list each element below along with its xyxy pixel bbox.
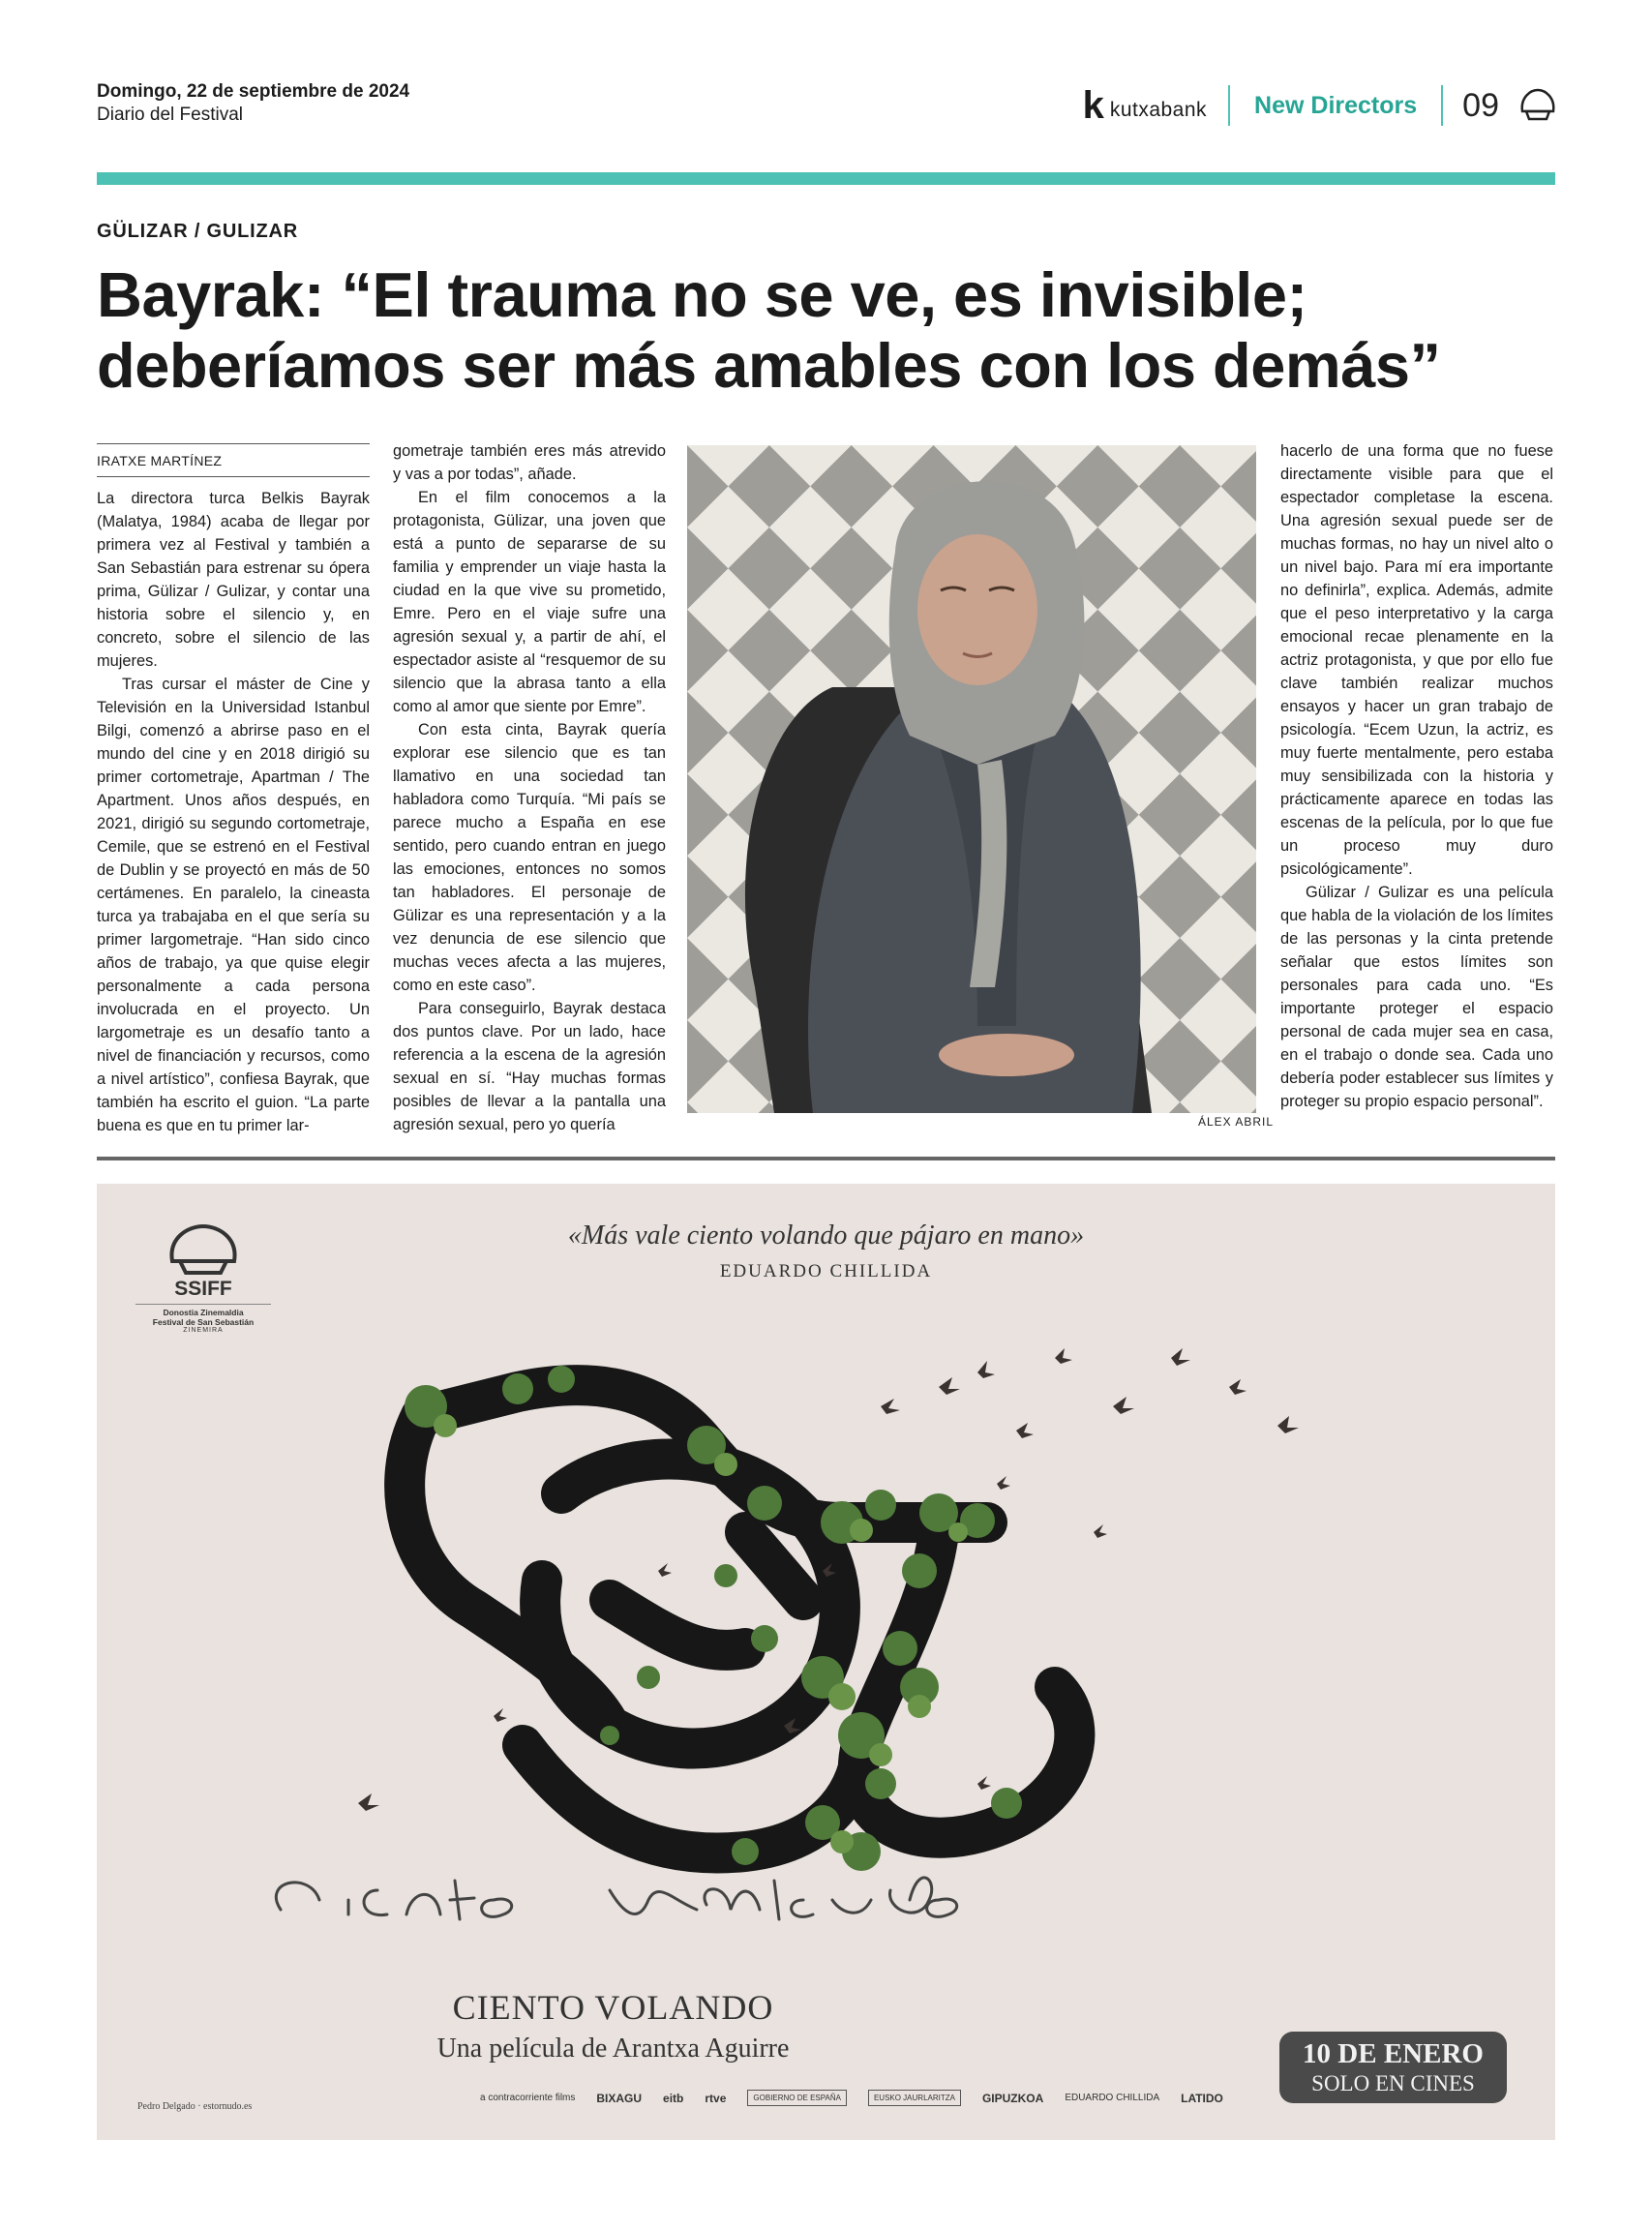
paragraph: Gülizar / Gulizar es una película que habla de la violación de los límites de las personas y la cinta pretende señalar que estos límites son personales para cada uno. “Es importante proteger el espacio personal de cada mujer sea en casa, en el trabajo o donde sea. Cada uno debería poder establecer sus límites y proteger su propio espacio personal”. <box>1280 884 1553 1110</box>
photo-credit: ÁLEX ABRIL <box>1198 1115 1275 1129</box>
director-portrait <box>687 445 1256 1113</box>
release-date: 10 DE ENERO <box>1303 2038 1484 2069</box>
ssiff-name: SSIFF <box>174 1278 232 1300</box>
ssiff-sub-line: Festival de San Sebastián <box>152 1317 255 1327</box>
article-column-2 <box>393 439 666 1136</box>
paragraph: Tras cursar el máster de Cine y Televisión en la Universidad Istanbul Bilgi, comenzó a abrirse paso en el mundo del cine y en 2018 dirigió su primer cortometraje, Apartman / The Apartment. Unos años después, en 2021, dirigió su segundo cortometraje, Cemile, que se estrenó en el Festival de Dublin y se proyectó en más de 50 certámenes. En paralelo, la cineasta turca ya trabajaba en el que sería su primer largometraje. “Han sido cinco años de trabajo, ya que quise elegir personalmente a cada persona involucrada en el proyecto. Un largometraje es un desafío tanto a nivel de financiación y recursos, como a nivel artístico”, confiesa Bayrak, que también ha escrito el guion. “La parte buena es que en tu primer lar- <box>97 676 370 1134</box>
release-note: SOLO EN CINES <box>1311 2071 1475 2095</box>
sponsor-logo: rtve <box>705 2091 727 2105</box>
portrait-illustration <box>687 445 1256 1113</box>
sponsor-logo: LATIDO <box>1181 2091 1223 2105</box>
sponsor-logo: eitb <box>663 2091 684 2105</box>
ad-separator <box>97 1157 1555 1160</box>
paragraph: En el film conocemos a la protagonista, Gülizar, una joven que está a punto de separarse de su familia y emprender un viaje hasta la ciudad en la que vive su prometido, Emre. Pero en el viaje sufre una agresión sexual y, a partir de ahí, el espectador asiste al “resquemor de su silencio que la abrasa tanto a ella como al amor que siente por Emre”. <box>393 489 666 715</box>
header-rule <box>97 172 1555 185</box>
ssiff-shell-icon <box>166 1222 240 1277</box>
film-director-line: Una película de Arantxa Aguirre <box>436 2034 790 2064</box>
ssiff-zinemira: ZINEMIRA <box>183 1327 224 1334</box>
article-column-3 <box>1280 439 1553 1113</box>
film-advertisement[interactable] <box>97 1184 1555 2140</box>
paragraph: gometraje también eres más atrevido y vas a por todas”, añade. <box>393 442 666 483</box>
handwritten-title-icon <box>276 1878 956 1919</box>
section-label: New Directors <box>1230 85 1443 126</box>
sculpture-artwork <box>242 1281 1355 1939</box>
paragraph: La directora turca Belkis Bayrak (Malatya, 1984) acaba de llegar por primera vez al Festival y también a San Sebastián para estrenar su ópera prima, Gülizar / Gulizar, y contar una historia sobre el silencio y, en concreto, sobre el silencio de las mujeres. <box>97 490 370 670</box>
sponsor-logo: EUSKO JAURLARITZA <box>868 2090 961 2106</box>
paragraph: hacerlo de una forma que no fuese directamente visible para que el espectador completase la escena. Una agresión sexual puede ser de muchas formas, no hay un nivel alto o un nivel bajo. Para mí era importante no definirla”, explica. Además, admite que el peso interpretativo y la carga emocional recae plenamente en la actriz protagonista, y que por ello fue clave también realizar muchos ensayos y hacer un gran trabajo de psicología. “Ecem Uzun, la actriz, es muy fuerte mentalmente, pero estaba muy sensibilizada con la historia y prácticamente aparece en todas las escenas de la película, por lo que fue un proceso muy duro psicológicamente”. <box>1280 442 1553 878</box>
sponsor-logos <box>480 2090 1223 2106</box>
sponsor-logo: GOBIERNO DE ESPAÑA <box>747 2090 847 2106</box>
issue-date: Domingo, 22 de septiembre de 2024 <box>97 81 410 102</box>
sponsor-logo: BIXAGU <box>596 2091 643 2105</box>
sponsor-logo: a contracorriente films <box>480 2093 576 2103</box>
sponsor-name: kutxabank <box>1109 99 1208 121</box>
publication-name: Diario del Festival <box>97 105 243 125</box>
ad-quote-author: EDUARDO CHILLIDA <box>719 1261 933 1281</box>
paragraph: Con esta cinta, Bayrak quería explorar ese silencio que es tan llamativo en una sociedad tan habladora como Turquía. “Mi país se parece mucho a España en ese sentido, pero cuando entran en juego las emociones, entonces no somos tan habladores. El personaje de Gülizar es una representación y a la vez denuncia de ese silencio que muchas veces afecta a las mujeres, como en este caso”. <box>393 721 666 994</box>
byline: IRATXE MARTÍNEZ <box>97 443 370 477</box>
film-title: CIENTO VOLANDO <box>452 1988 774 2027</box>
ssiff-sub-line: Donostia Zinemaldia <box>163 1308 244 1317</box>
release-date-badge <box>1279 2032 1507 2103</box>
shell-icon <box>1518 86 1557 125</box>
article-column-1 <box>97 443 370 1137</box>
kutxabank-k-icon: k <box>1082 84 1104 127</box>
sponsor-logo: EDUARDO CHILLIDA <box>1065 2093 1160 2103</box>
header-right <box>1083 83 1557 128</box>
page-number: 09 <box>1462 86 1499 124</box>
article-kicker: GÜLIZAR / GULIZAR <box>97 221 299 242</box>
paragraph: Para conseguirlo, Bayrak destaca dos puntos clave. Por un lado, hace referencia a la escena de la agresión sexual en sí. “Hay muchas formas posibles de llevar a la pantalla una agresión sexual, pero yo quería <box>393 1000 666 1133</box>
sponsor-logo <box>1083 85 1230 126</box>
article-headline: Bayrak: “El trauma no se ve, es invisible; deberíamos ser más amables con los demás” <box>97 259 1441 401</box>
ad-quote: «Más vale ciento volando que pájaro en mano» <box>567 1220 1085 1251</box>
sponsor-logo: GIPUZKOA <box>981 2091 1044 2105</box>
ad-photo-credit: Pedro Delgado · estornudo.es <box>137 2101 253 2112</box>
